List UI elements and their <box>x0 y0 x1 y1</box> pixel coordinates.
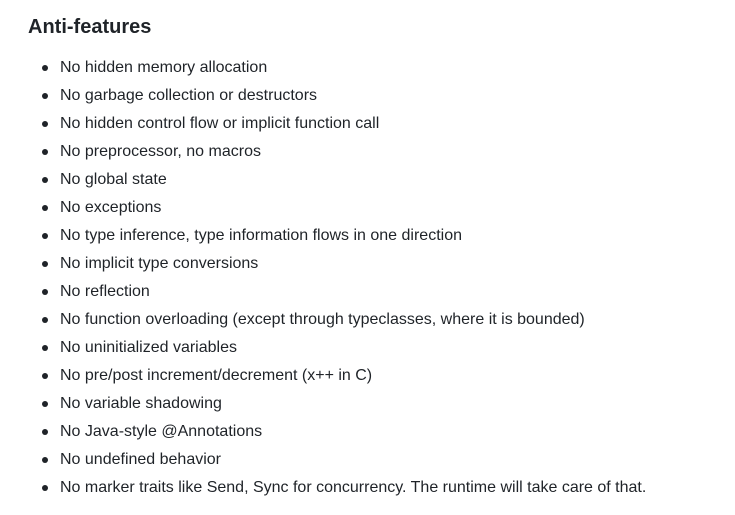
list-item <box>28 166 735 194</box>
bullet-icon <box>42 121 48 127</box>
anti-features-list <box>28 54 735 502</box>
list-item-text: No reflection <box>60 283 150 300</box>
list-item <box>28 334 735 362</box>
bullet-icon <box>42 401 48 407</box>
list-item <box>28 82 735 110</box>
list-item-text: No exceptions <box>60 199 162 216</box>
list-item <box>28 278 735 306</box>
list-item <box>28 110 735 138</box>
bullet-icon <box>42 93 48 99</box>
list-item-text: No garbage collection or destructors <box>60 87 318 104</box>
list-item-text: No marker traits like Send, Sync for concurrency. The runtime will take care of that. <box>60 479 647 496</box>
list-item <box>28 418 735 446</box>
list-item-text: No variable shadowing <box>60 395 222 412</box>
bullet-icon <box>42 233 48 239</box>
list-item <box>28 194 735 222</box>
section-heading: Anti-features <box>28 16 152 38</box>
bullet-icon <box>42 429 48 435</box>
bullet-icon <box>42 485 48 491</box>
list-item <box>28 306 735 334</box>
list-item-text: No global state <box>60 171 167 188</box>
list-item <box>28 222 735 250</box>
bullet-icon <box>42 261 48 267</box>
list-item-text: No function overloading (except through typeclasses, where it is bounded) <box>60 311 585 328</box>
list-item <box>28 474 735 502</box>
list-item-text: No type inference, type information flows in one direction <box>60 227 462 244</box>
bullet-icon <box>42 177 48 183</box>
list-item <box>28 362 735 390</box>
list-item <box>28 390 735 418</box>
list-item-text: No undefined behavior <box>60 451 222 468</box>
list-item <box>28 138 735 166</box>
bullet-icon <box>42 317 48 323</box>
list-item <box>28 446 735 474</box>
list-item-text: No uninitialized variables <box>60 339 237 356</box>
list-item <box>28 250 735 278</box>
bullet-icon <box>42 345 48 351</box>
bullet-icon <box>42 205 48 211</box>
bullet-icon <box>42 149 48 155</box>
list-item-text: No hidden memory allocation <box>60 59 268 76</box>
list-item-text: No Java-style @Annotations <box>60 423 263 440</box>
bullet-icon <box>42 289 48 295</box>
list-item-text: No pre/post increment/decrement (x++ in C) <box>60 367 373 384</box>
list-item-text: No implicit type conversions <box>60 255 259 272</box>
bullet-icon <box>42 457 48 463</box>
bullet-icon <box>42 373 48 379</box>
list-item-text: No hidden control flow or implicit function call <box>60 115 380 132</box>
list-item <box>28 54 735 82</box>
bullet-icon <box>42 65 48 71</box>
list-item-text: No preprocessor, no macros <box>60 143 261 160</box>
